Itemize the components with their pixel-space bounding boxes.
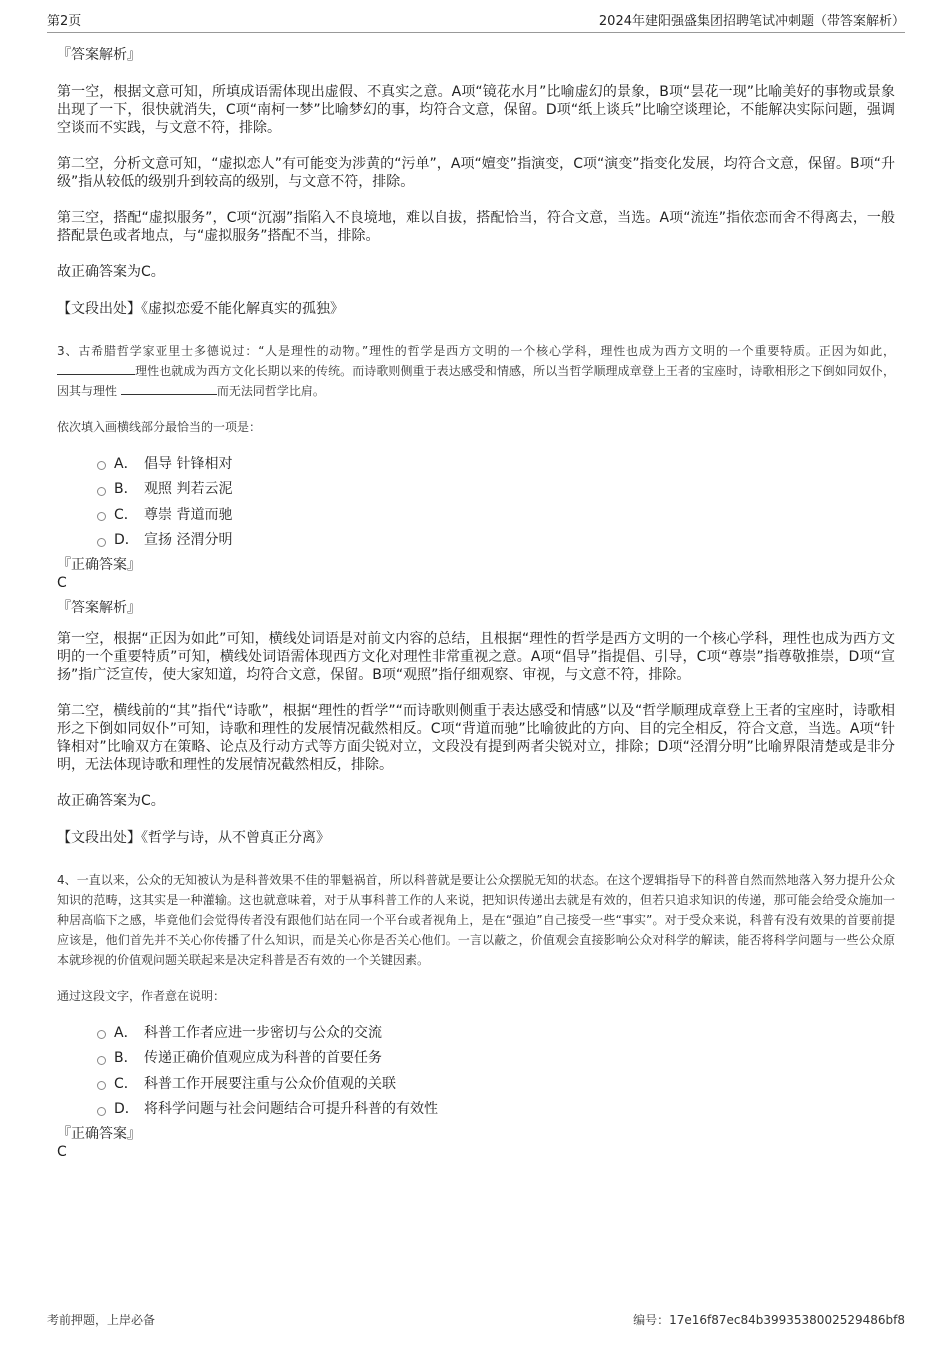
analysis-paragraph: 第一空，根据“正因为如此”可知，横线处词语是对前文内容的总结，且根据“理性的哲学是西方文明的一个核心学科，理性也成为西方文明的一个重要特质”可知，横线处词语需体现西方文化对理性非常重视之意。A项“倡导”指提倡、引导，C项“尊崇”指尊敬推崇，D项“宣扬”指广泛宣传，使大家知道，均符合文意，保留。B项“观照”指仔细观察、审视，与文意不符，排除。 (57, 631, 895, 683)
option-list (97, 1020, 895, 1122)
footer-slogan: 考前押题，上岸必备 (47, 1313, 156, 1327)
option-c[interactable]: C． 尊崇 背道而驰 (97, 502, 895, 528)
analysis-paragraph: 第二空，横线前的“其”指代“诗歌”，根据“理性的哲学”“而诗歌则侧重于表达感受和情感”以及“哲学顺理成章登上王者的宝座时，诗歌相形之下倒如同奴仆”可知，诗歌和理性的发展情况截然相反。C项“背道而驰”比喻彼此的方向、目的完全相反，符合文意，当选。A项“针锋相对”比喻双方在策略、论点及行动方式等方面尖锐对立，文段没有提到两者尖锐对立，排除；D项“泾渭分明”比喻界限清楚或是非分明，无法体现诗歌和理性的发展情况截然相反，排除。 (57, 703, 895, 773)
analysis-paragraph: 第三空，搭配“虚拟服务”，C项“沉溺”指陷入不良境地，难以自拔，搭配恰当，符合文意，当选。A项“流连”指依恋而舍不得离去，一般搭配景色或者地点，与“虚拟服务”搭配不当，排除。 (57, 210, 895, 244)
option-d[interactable]: D． 宣扬 泾渭分明 (97, 528, 895, 554)
analysis-paragraph: 第一空，根据文意可知，所填成语需体现出虚假、不真实之意。A项“镜花水月”比喻虚幻的景象，B项“昙花一现”比喻美好的事物或景象出现了一下，很快就消失，C项“南柯一梦”比喻梦幻的事，均符合文意，保留。D项“纸上谈兵”比喻空谈理论，不能解决实际问题，强调空谈而不实践，与文意不符，排除。 (57, 84, 895, 136)
correct-answer: C (57, 1144, 67, 1160)
question-text: 4、一直以来，公众的无知被认为是科普效果不佳的罪魁祸首，所以科普就是要让公众摆脱无知的状态。在这个逻辑指导下的科普自然而然地落入努力提升公众知识的范畴，这其实是一种灌输。这也就意味着，对于从事科普工作的人来说，把知识传递出去就是有效的，但若只追求知识的传递，那可能会给受众施加一种居高临下之感，毕竟他们会觉得传者没有跟他们站在同一个平台或者视角上，是在“强迫”自己接受一些“事实”。对于受众来说，科普有没有效果的首要前提应该是，他们首先并不关心你传播了什么知识，而是关心你是否关心他们。一言以蔽之，价值观会直接影响公众对科学的解读，能否将科学问题与一些公众原本就珍视的价值观问题关联起来是决定科普是否有效的一个关键因素。 (57, 873, 895, 967)
question-prompt: 依次填入画横线部分最恰当的一项是： (57, 420, 262, 434)
page-footer (47, 1310, 905, 1330)
option-a[interactable]: A． 倡导 针锋相对 (97, 451, 895, 477)
passage-source: 【文段出处】《虚拟恋爱不能化解真实的孤独》 (57, 301, 344, 317)
radio-icon[interactable] (97, 461, 106, 470)
page-content (57, 45, 895, 1167)
question-prompt: 通过这段文字，作者意在说明： (57, 989, 226, 1003)
page-header (47, 12, 905, 33)
question-2-analysis (57, 45, 895, 319)
document-id: 编号：17e16f87ec84b3993538002529486bf8 (633, 1313, 905, 1327)
fill-blank (121, 382, 217, 395)
question-text: 3、古希腊哲学家亚里士多德说过：“人是理性的动物。”理性的哲学是西方文明的一个核心学科，理性也成为西方文明的一个重要特质。正因为如此， 理性也就成为西方文化长期以来的传统。而诗歌则侧重于表达感受和情感，所以当哲学顺理成章登上王者的宝座时，诗歌相形之下倒如同奴仆，因其与理性 而无法同哲学比肩。 (57, 344, 895, 398)
radio-icon[interactable] (97, 487, 106, 496)
question-3 (57, 341, 895, 848)
analysis-label: 『答案解析』 (57, 600, 141, 616)
analysis-paragraph: 第二空，分析文意可知，“虚拟恋人”有可能变为涉黄的“污单”，A项“嬗变”指演变，C项“演变”指变化发展，均符合文意，保留。B项“升级”指从较低的级别升到较高的级别，与文意不符，排除。 (57, 156, 895, 190)
radio-icon[interactable] (97, 512, 106, 521)
radio-icon[interactable] (97, 1056, 106, 1065)
fill-blank (57, 362, 135, 375)
correct-answer-label: 『正确答案』 (57, 1126, 141, 1142)
passage-source: 【文段出处】《哲学与诗，从不曾真正分离》 (57, 830, 330, 846)
option-list (97, 451, 895, 553)
radio-icon[interactable] (97, 1081, 106, 1090)
radio-icon[interactable] (97, 1107, 106, 1116)
page-number: 第2页 (47, 14, 82, 29)
document-title: 2024年建阳强盛集团招聘笔试冲刺题（带答案解析） (598, 14, 905, 29)
option-d[interactable]: D． 将科学问题与社会问题结合可提升科普的有效性 (97, 1097, 895, 1123)
correct-answer-label: 『正确答案』 (57, 557, 141, 573)
option-b[interactable]: B． 传递正确价值观应成为科普的首要任务 (97, 1046, 895, 1072)
question-4 (57, 870, 895, 1161)
radio-icon[interactable] (97, 538, 106, 547)
radio-icon[interactable] (97, 1030, 106, 1039)
correct-answer: C (57, 575, 67, 591)
option-a[interactable]: A． 科普工作者应进一步密切与公众的交流 (97, 1020, 895, 1046)
analysis-label: 『答案解析』 (57, 47, 141, 63)
answer-conclusion: 故正确答案为C。 (57, 264, 165, 280)
option-b[interactable]: B． 观照 判若云泥 (97, 477, 895, 503)
option-c[interactable]: C． 科普工作开展要注重与公众价值观的关联 (97, 1071, 895, 1097)
answer-conclusion: 故正确答案为C。 (57, 793, 165, 809)
